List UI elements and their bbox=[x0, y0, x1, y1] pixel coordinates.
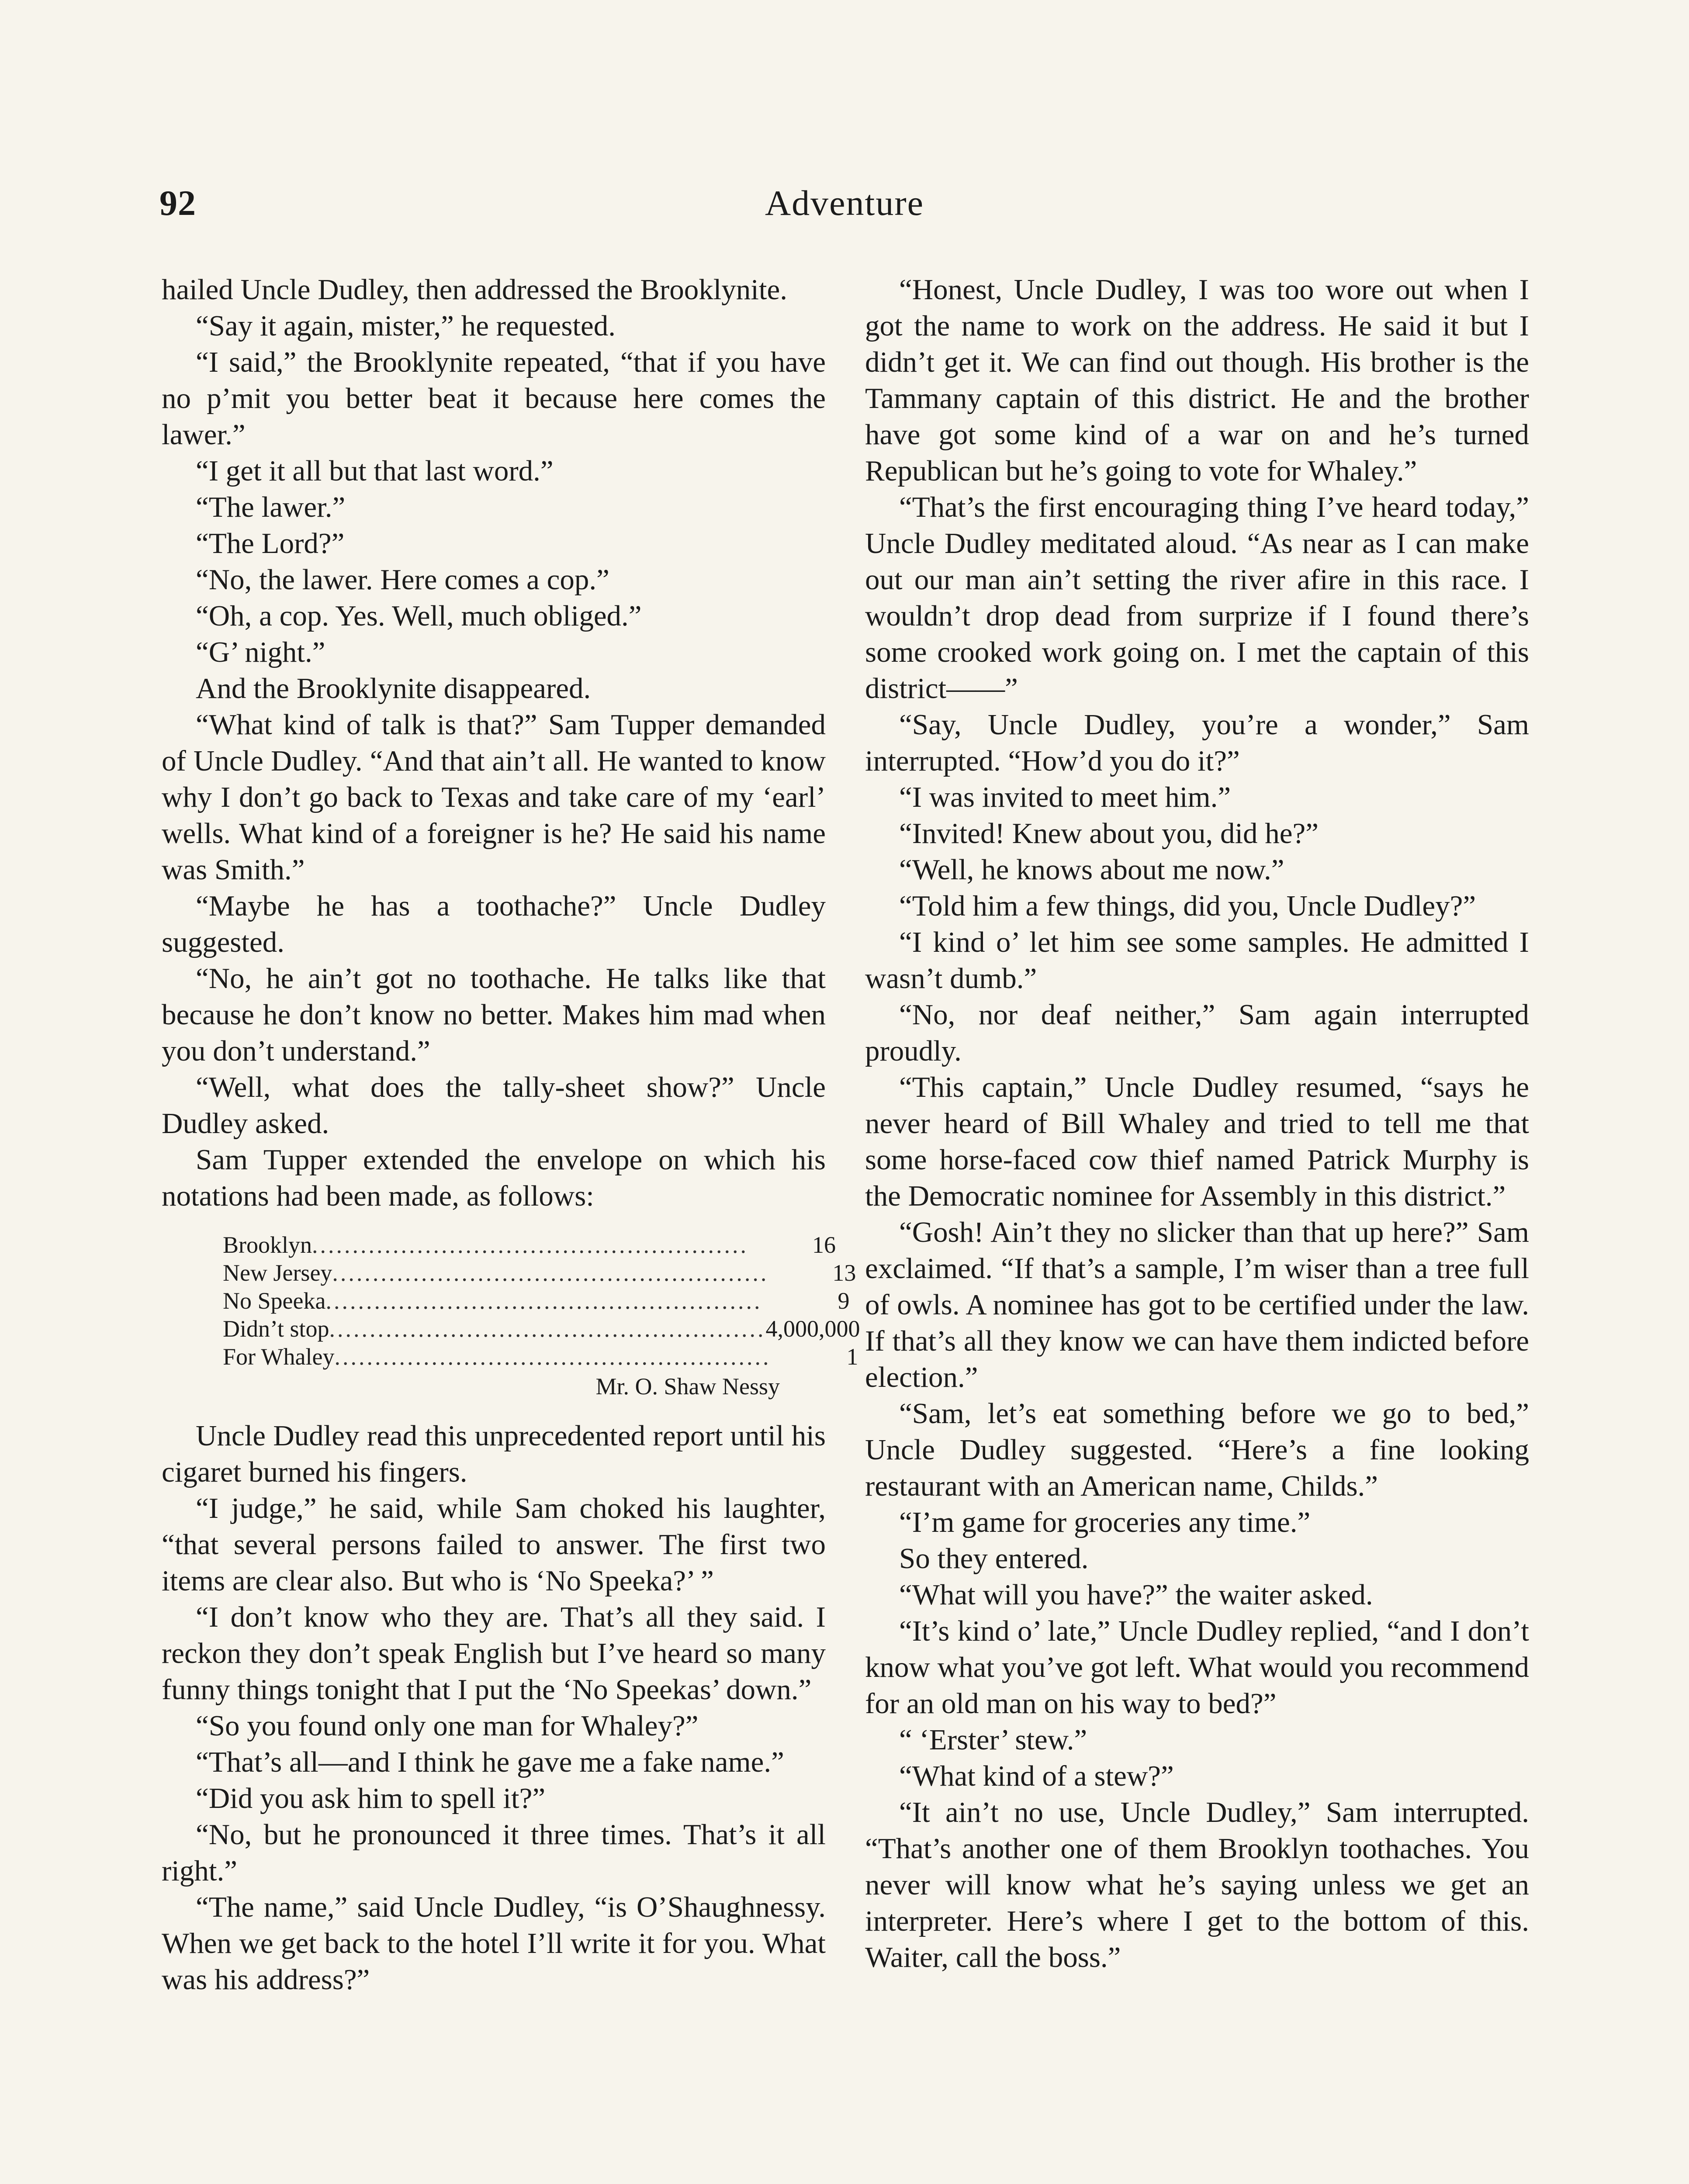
paragraph: “Well, what does the tally-sheet show?” Uncle Dudley asked. bbox=[162, 1071, 826, 1140]
paragraph: “I kind o’ let him see some samples. He admitted I wasn’t dumb.” bbox=[865, 926, 1529, 995]
paragraph: “I said,” the Brooklynite repeated, “that if you have no p’mit you better beat it because here comes the lawer.” bbox=[162, 346, 826, 451]
leader-dots: ...................................................... bbox=[312, 1232, 749, 1258]
tally-value: 13 bbox=[832, 1260, 856, 1286]
paragraph: “The Lord?” bbox=[196, 527, 345, 560]
tally-row bbox=[223, 1231, 836, 1259]
paragraph: “I’m game for groceries any time.” bbox=[899, 1506, 1311, 1538]
paragraph: “The name,” said Uncle Dudley, “is O’Shaughnessy. When we get back to the hotel I’ll write it for you. What was his address?” bbox=[162, 1891, 826, 1996]
tally-label: Didn’t stop bbox=[223, 1316, 329, 1342]
paragraph: Sam Tupper extended the envelope on which his notations had been made, as follows: bbox=[162, 1144, 826, 1212]
tally-value: 1 bbox=[846, 1344, 858, 1370]
paragraph: “No, but he pronounced it three times. That’s it all right.” bbox=[162, 1818, 826, 1887]
paragraph: “No, he ain’t got no toothache. He talks like that because he don’t know no better. Makes him mad when you don’t understand.” bbox=[162, 962, 826, 1067]
tally-sheet bbox=[223, 1231, 860, 1400]
paragraph: “What will you have?” the waiter asked. bbox=[899, 1579, 1373, 1611]
paragraph: “That’s the first encouraging thing I’ve heard today,” Uncle Dudley meditated aloud. “As near as I can make out our man ain’t setting the river afire in this race. I wouldn’t drop dead from surprize if I found there’s some crooked work going on. I met the captain of this district——” bbox=[865, 491, 1529, 705]
paragraph: “Did you ask him to spell it?” bbox=[196, 1782, 546, 1814]
paragraph: Uncle Dudley read this unprecedented report until his cigaret burned his fingers. bbox=[162, 1420, 826, 1488]
paragraph: “Say, Uncle Dudley, you’re a wonder,” Sam interrupted. “How’d you do it?” bbox=[865, 708, 1529, 777]
tally-row bbox=[223, 1343, 858, 1371]
paragraph: “This captain,” Uncle Dudley resumed, “says he never heard of Bill Whaley and tried to tell me that some horse-faced cow thief named Patrick Murphy is the Democratic nominee for Assembly in this district.” bbox=[865, 1071, 1529, 1212]
left-column bbox=[162, 272, 860, 1998]
tally-label: New Jersey bbox=[223, 1260, 332, 1286]
tally-row bbox=[223, 1287, 850, 1315]
paragraph: “I get it all but that last word.” bbox=[196, 455, 554, 487]
tally-value: 4,000,000 bbox=[765, 1316, 860, 1342]
running-head bbox=[159, 183, 1530, 231]
paragraph: “Maybe he has a toothache?” Uncle Dudley suggested. bbox=[162, 890, 826, 958]
paragraph: “Say it again, mister,” he requested. bbox=[196, 310, 616, 342]
paragraph: hailed Uncle Dudley, then addressed the Brooklynite. bbox=[162, 273, 788, 306]
leader-dots: ...................................................... bbox=[329, 1316, 766, 1342]
paragraph: “No, nor deaf neither,” Sam again interrupted proudly. bbox=[865, 999, 1529, 1067]
tally-label: For Whaley bbox=[223, 1344, 335, 1370]
paragraph: “So you found only one man for Whaley?” bbox=[196, 1710, 699, 1742]
tally-row bbox=[223, 1315, 860, 1343]
tally-signature: Mr. O. Shaw Nessy bbox=[595, 1373, 780, 1400]
tally-label: Brooklyn bbox=[223, 1232, 312, 1258]
tally-value: 9 bbox=[838, 1288, 850, 1314]
tally-label: No Speeka bbox=[223, 1288, 326, 1314]
tally-row bbox=[223, 1259, 856, 1287]
right-column bbox=[865, 272, 1529, 1976]
paragraph: And the Brooklynite disappeared. bbox=[196, 672, 591, 705]
paragraph: “G’ night.” bbox=[196, 636, 325, 668]
paragraph: “Invited! Knew about you, did he?” bbox=[899, 817, 1319, 850]
paragraph: “It’s kind o’ late,” Uncle Dudley replied, “and I don’t know what you’ve got left. What would you recommend for an old man on his way to bed?” bbox=[865, 1615, 1529, 1720]
magazine-title: Adventure bbox=[765, 183, 924, 223]
paragraph: “I was invited to meet him.” bbox=[899, 781, 1231, 813]
paragraph: “Told him a few things, did you, Uncle Dudley?” bbox=[899, 890, 1476, 922]
leader-dots: ...................................................... bbox=[334, 1344, 771, 1370]
paragraph: “ ‘Erster’ stew.” bbox=[899, 1724, 1087, 1756]
paragraph: “Honest, Uncle Dudley, I was too wore out when I got the name to work on the address. He said it but I didn’t get it. We can find out though. His brother is the Tammany captain of this district. He and the brother have got some kind of a war on and he’s turned Republican but he’s going to vote for Whaley.” bbox=[865, 273, 1529, 487]
page-number: 92 bbox=[159, 183, 196, 223]
paragraph: “What kind of talk is that?” Sam Tupper demanded of Uncle Dudley. “And that ain’t all. He wanted to know why I don’t go back to Texas and take care of my ‘earl’ wells. What kind of a foreigner is he? He said his name was Smith.” bbox=[162, 708, 826, 886]
paragraph: “What kind of a stew?” bbox=[899, 1760, 1174, 1792]
paragraph: “I judge,” he said, while Sam choked his laughter, “that several persons failed to answer. The first two items are clear also. But who is ‘No Speeka?’ ” bbox=[162, 1492, 826, 1597]
paragraph: “Sam, let’s eat something before we go to bed,” Uncle Dudley suggested. “Here’s a fine looking restaurant with an American name, Childs.” bbox=[865, 1397, 1529, 1502]
paragraph: So they entered. bbox=[899, 1542, 1089, 1575]
paragraph: “The lawer.” bbox=[196, 491, 346, 523]
paragraph: “I don’t know who they are. That’s all they said. I reckon they don’t speak English but I’ve heard so many funny things tonight that I put the ‘No Speekas’ down.” bbox=[162, 1601, 826, 1706]
leader-dots: ...................................................... bbox=[332, 1260, 769, 1286]
paragraph: “No, the lawer. Here comes a cop.” bbox=[196, 563, 609, 596]
leader-dots: ...................................................... bbox=[325, 1288, 762, 1314]
paragraph: “It ain’t no use, Uncle Dudley,” Sam interrupted. “That’s another one of them Brooklyn toothaches. You never will know what he’s saying unless we get an interpreter. Here’s where I get to the bottom of this. Waiter, call the boss.” bbox=[865, 1796, 1529, 1973]
paragraph: “Oh, a cop. Yes. Well, much obliged.” bbox=[196, 600, 642, 632]
paragraph: “Well, he knows about me now.” bbox=[899, 854, 1284, 886]
tally-value: 16 bbox=[812, 1232, 836, 1258]
paragraph: “That’s all—and I think he gave me a fake name.” bbox=[196, 1746, 784, 1778]
paragraph: “Gosh! Ain’t they no slicker than that up here?” Sam exclaimed. “If that’s a sample, I’m wiser than a tree full of owls. A nominee has got to be certified under the law. If that’s all they know we can have them indicted before election.” bbox=[865, 1216, 1529, 1393]
